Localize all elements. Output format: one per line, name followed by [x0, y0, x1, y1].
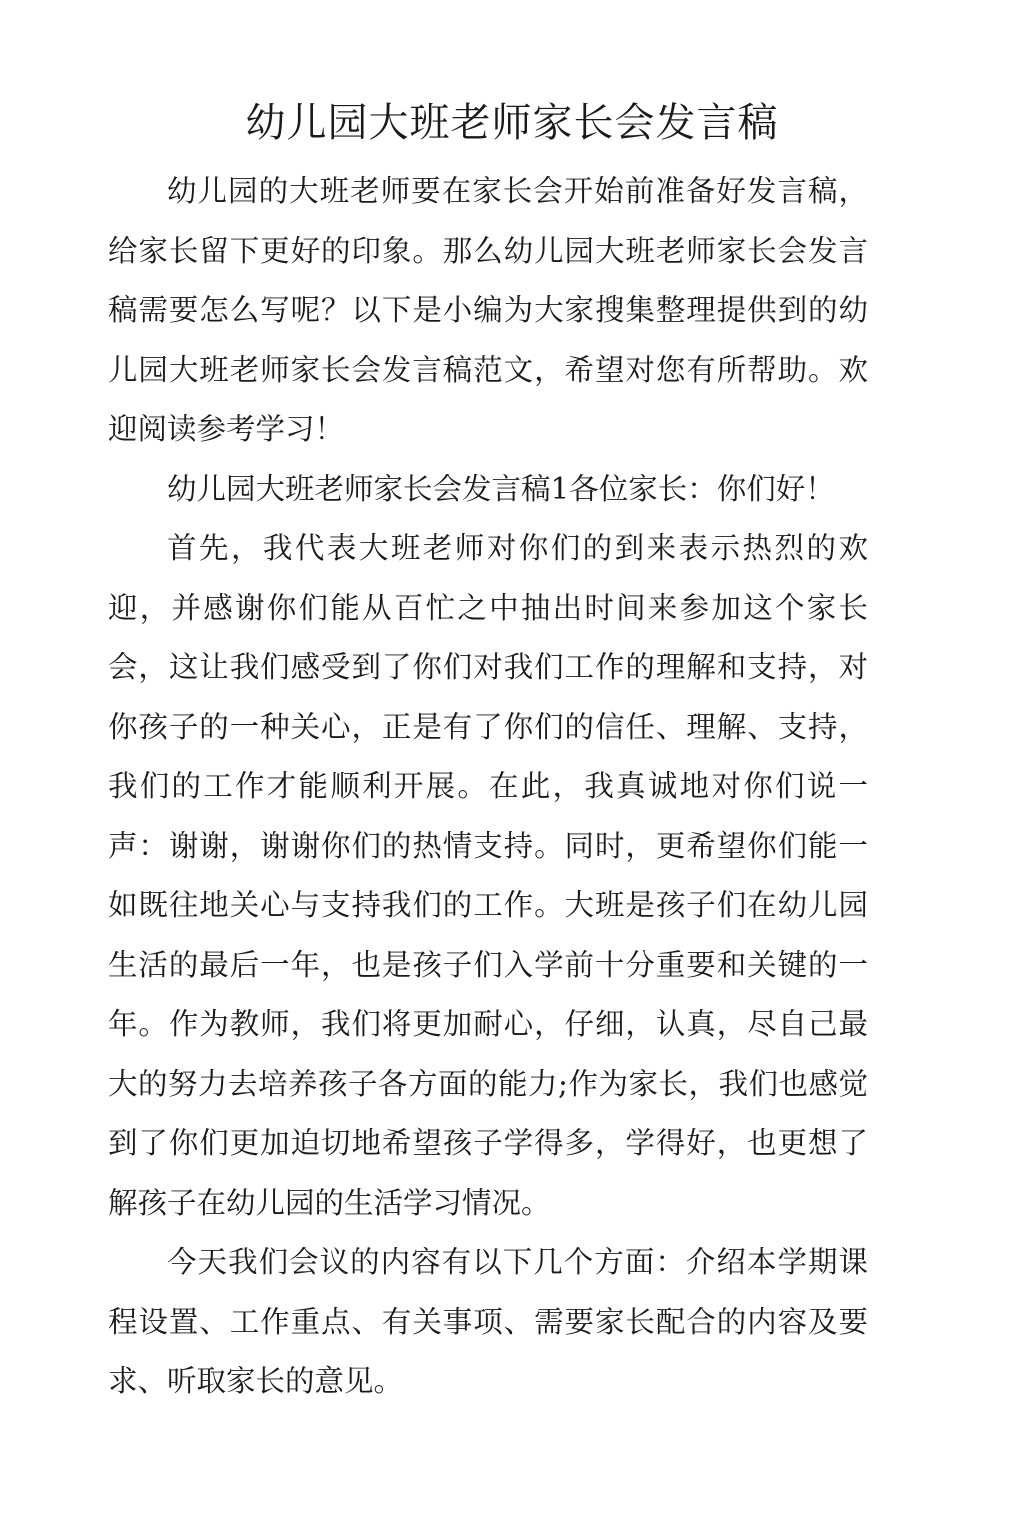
paragraph-agenda: 今天我们会议的内容有以下几个方面：介绍本学期课程设置、工作重点、有关事项、需要家长配合的内容及要求、听取家长的意见。 [108, 1245, 868, 1398]
paragraph-intro: 幼儿园的大班老师要在家长会开始前准备好发言稿，给家长留下更好的印象。那么幼儿园大班老师家长会发言稿需要怎么写呢？以下是小编为大家搜集整理提供到的幼儿园大班老师家长会发言稿范文，希望对您有所帮助。欢迎阅读参考学习！ [108, 174, 868, 446]
paragraph-welcome: 首先，我代表大班老师对你们的到来表示热烈的欢迎，并感谢你们能从百忙之中抽出时间来参加这个家长会，这让我们感受到了你们对我们工作的理解和支持，对你孩子的一种关心，正是有了你们的信任、理解、支持，我们的工作才能顺利开展。在此，我真诚地对你们说一声：谢谢，谢谢你们的热情支持。同时，更希望你们能一如既往地关心与支持我们的工作。大班是孩子们在幼儿园生活的最后一年，也是孩子们入学前十分重要和关键的一年。作为教师，我们将更加耐心，仔细，认真，尽自己最大的努力去培养孩子各方面的能力;作为家长，我们也感觉到了你们更加迫切地希望孩子学得多，学得好，也更想了解孩子在幼儿园的生活学习情况。 [108, 531, 868, 1220]
document-body [108, 162, 868, 1412]
document-title: 幼儿园大班老师家长会发言稿 [245, 100, 779, 146]
paragraph-greeting: 幼儿园大班老师家长会发言稿1各位家长：你们好！ [167, 471, 835, 506]
